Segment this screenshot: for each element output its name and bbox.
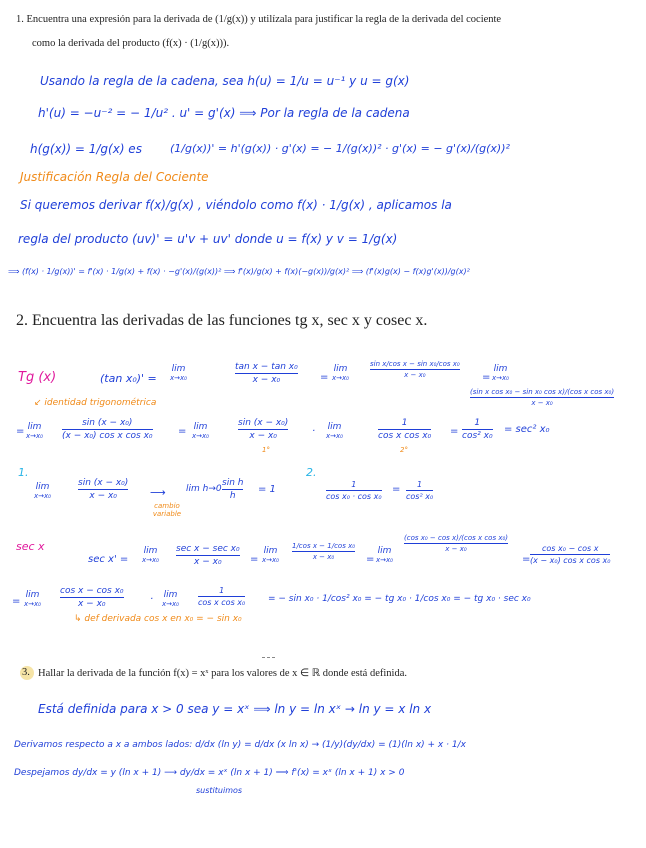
tg-row2-frac-a: sin (x − x₀) (x − x₀) cos x cos x₀ <box>62 418 153 442</box>
sec-frac-1: sec x − sec x₀ x − x₀ <box>176 544 240 568</box>
sublimit-1-label: 1. <box>18 466 29 479</box>
tg-lim-1: lim x→x₀ <box>170 364 187 383</box>
sec-row2-frac-b: 1 cos x cos x₀ <box>198 586 246 608</box>
p3-solution-line-3: Despejamos dy/dx = y (ln x + 1) ⟶ dy/dx = xˣ (ln x + 1) ⟹ f'(x) = xˣ (ln x + 1) x > 0 <box>14 768 405 778</box>
sublimit-2-frac: 1 cos x₀ · cos x₀ <box>326 480 382 502</box>
sec-result: = − sin x₀ · 1/cos² x₀ = − tg x₀ · 1/cos x₀ = − tg x₀ · sec x₀ <box>268 594 531 604</box>
p1-solution-line-2: h'(u) = −u⁻² = − 1/u² . u' = g'(x) ⟹ Por la regla de la cadena <box>38 106 410 120</box>
sec-row2-lim: lim x→x₀ <box>24 590 41 609</box>
tg-row2-eq-3: = <box>450 426 459 437</box>
mark-1: 1° <box>262 446 270 454</box>
sublimit-2-frac-b: 1 cos² x₀ <box>406 480 434 502</box>
sec-eq-2: = <box>366 554 375 565</box>
tg-eq-1: = <box>320 372 329 383</box>
p3-solution-line-2: Derivamos respecto a x a ambos lados: d/dx (ln y) = d/dx (x ln x) → (1/y)(dy/dx) = (1)(ln x) + x · 1/x <box>14 740 466 750</box>
tg-row2-frac-c: 1 cos x cos x₀ <box>378 418 432 442</box>
problem-3-text: Hallar la derivada de la función f(x) = xˣ para los valores de x ∈ ℝ donde está definida. <box>38 668 407 679</box>
sublimit-2-eq: = <box>392 484 401 495</box>
tg-row2-lim: lim x→x₀ <box>26 422 43 441</box>
separator-dots <box>262 657 276 660</box>
sec-row2-frac: cos x − cos x₀ x − x₀ <box>60 586 124 610</box>
tg-frac-2: sin x/cos x − sin x₀/cos x₀ x − x₀ <box>370 360 460 380</box>
sec-lim-2: lim x→x₀ <box>262 546 279 565</box>
tg-row2-eq: = <box>16 426 25 437</box>
sec-lim-1: lim x→x₀ <box>142 546 159 565</box>
tg-eq-2: = <box>482 372 491 383</box>
problem-2-text: 2. Encuentra las derivadas de las funciones tg x, sec x y cosec x. <box>16 312 428 329</box>
tg-row2-frac-d: 1 cos² x₀ <box>462 418 493 442</box>
tg-lim-2: lim x→x₀ <box>332 364 349 383</box>
p1-solution-line-4: Si queremos derivar f(x)/g(x) , viéndolo como f(x) · 1/g(x) , aplicamos la <box>20 198 452 212</box>
p3-solution-line-1: Está definida para x > 0 sea y = xˣ ⟹ ln y = ln xˣ → ln y = x ln x <box>38 702 432 716</box>
p1-solution-line-3b: (1/g(x))' = h'(g(x)) · g'(x) = − 1/(g(x))² · g'(x) = − g'(x)/(g(x))² <box>170 142 510 155</box>
tg-lim-3: lim x→x₀ <box>492 364 509 383</box>
sec-eq-1: = <box>250 554 259 565</box>
sec-frac-4: cos x₀ − cos x (x − x₀) cos x cos x₀ <box>530 544 611 566</box>
sec-row2-dot: · <box>150 594 154 605</box>
problem-3-number: 3. <box>22 667 30 678</box>
variable-change-note: cambio variable <box>152 502 182 518</box>
sublimit-1-result: = 1 <box>258 484 276 495</box>
sec-lead: sec x' = <box>88 554 129 565</box>
p1-solution-line-3a: h(g(x)) = 1/g(x) es <box>30 142 142 156</box>
sec-frac-2: 1/cos x − 1/cos x₀ x − x₀ <box>292 542 356 562</box>
sec-label: sec x <box>16 540 45 553</box>
tg-row2-lim-2: lim x→x₀ <box>192 422 209 441</box>
sublimit-2-label: 2. <box>306 466 317 479</box>
tg-label: Tg (x) <box>18 370 57 385</box>
tg-row2-lim-3: lim x→x₀ <box>326 422 343 441</box>
substitute-note: sustituimos <box>196 786 243 795</box>
problem-1-text-line2: como la derivada del producto (f(x) · (1/g(x))). <box>32 38 230 49</box>
tg-frac-3: (sin x cos x₀ − sin x₀ cos x)/(cos x cos x₀) x − x₀ <box>470 388 615 408</box>
sublimit-1-frac-h: sin h h <box>222 478 244 502</box>
sec-lim-3: lim x→x₀ <box>376 546 393 565</box>
sublimit-1-lim: lim x→x₀ <box>34 482 51 501</box>
sec-row2-eq: = <box>12 596 21 607</box>
tg-row2-frac-b: sin (x − x₀) x − x₀ <box>238 418 289 442</box>
tg-frac-1: tan x − tan x₀ x − x₀ <box>235 362 298 386</box>
tg-result: = sec² x₀ <box>504 424 550 435</box>
tg-lead: (tan x₀)' = <box>100 372 157 385</box>
quotient-rule-heading: Justificación Regla del Cociente <box>20 170 209 184</box>
sublimit-1-arrow: ⟶ <box>150 486 166 499</box>
tg-row2-eq-2: = <box>178 426 187 437</box>
p1-solution-line-1: Usando la regla de la cadena, sea h(u) = 1/u = u⁻¹ y u = g(x) <box>40 74 410 88</box>
sec-row2-lim-2: lim x→x₀ <box>162 590 179 609</box>
tg-row2-dot: · <box>312 426 316 437</box>
sublimit-1-frac: sin (x − x₀) x − x₀ <box>78 478 129 502</box>
problem-1-text: 1. Encuentra una expresión para la derivada de (1/g(x)) y utilízala para justificar la regla de la derivada del cociente <box>16 14 502 25</box>
sec-eq-3: = <box>522 554 531 565</box>
p1-solution-line-6: ⟹ (f(x) · 1/g(x))' = f'(x) · 1/g(x) + f(x) · −g'(x)/(g(x))² ⟹ f'(x)/g(x) + f(x)(−g(x))/g(x)² ⟹ (f'(x)g(x) − f(x)g'(x))/g(x)² <box>8 267 470 276</box>
sublimit-1-lim-h: lim h→0 <box>186 484 222 494</box>
sec-frac-3: (cos x₀ − cos x)/(cos x cos x₀) x − x₀ <box>404 534 509 554</box>
cos-derivative-note: ↳ def derivada cos x en x₀ = − sin x₀ <box>74 614 242 624</box>
mark-2: 2° <box>400 446 408 454</box>
p1-solution-line-5: regla del producto (uv)' = u'v + uv' donde u = f(x) y v = 1/g(x) <box>18 232 398 246</box>
trig-identity-note: ↙ identidad trigonométrica <box>34 398 157 408</box>
